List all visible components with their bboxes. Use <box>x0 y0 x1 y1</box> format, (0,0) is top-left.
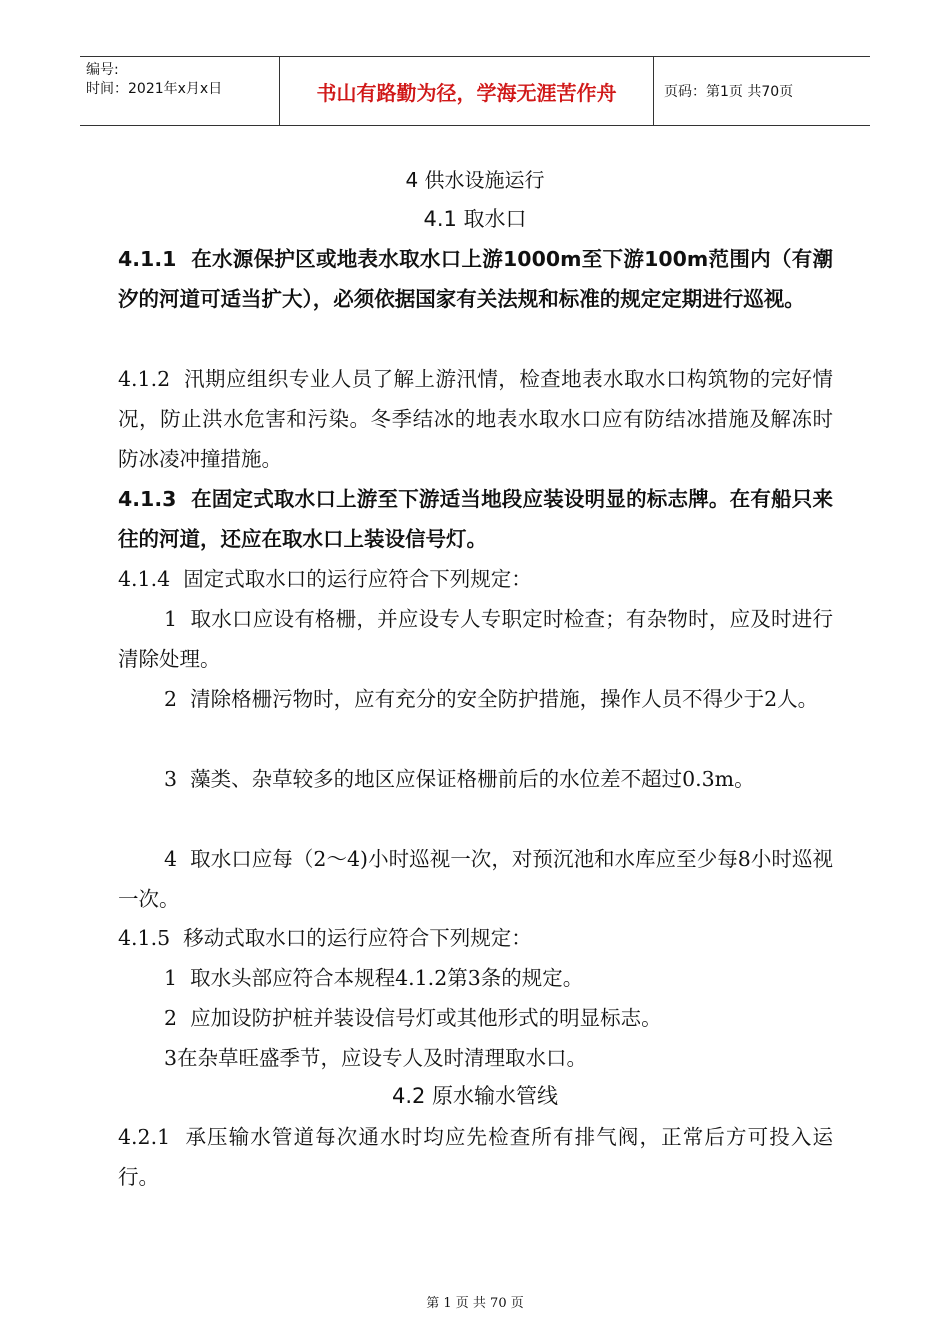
para-4-2-1: 4.2.1 承压输水管道每次通水时均应先检查所有排气阀，正常后方可投入运行。 <box>118 1125 833 1189</box>
number-label: 编号: <box>86 62 119 78</box>
time-label: 时间：2021年x月x日 <box>86 81 223 97</box>
para-4-1-4: 4.1.4 固定式取水口的运行应符合下列规定： <box>118 567 532 591</box>
para-4-1-5-item-1: 1 取水头部应符合本规程4.1.2第3条的规定。 <box>164 966 584 990</box>
subsection-title-2: 4.2 原水输水管线 <box>391 1084 559 1108</box>
para-4-1-5-item-2: 2 应加设防护桩并装设信号灯或其他形式的明显标志。 <box>164 1006 662 1030</box>
para-4-1-4-item-3: 3 藻类、杂草较多的地区应保证格栅前后的水位差不超过0.3m。 <box>164 767 755 791</box>
page-label: 页码：第1页 共70页 <box>664 84 794 100</box>
header-table <box>80 56 870 126</box>
para-4-1-5: 4.1.5 移动式取水口的运行应符合下列规定： <box>118 926 532 950</box>
para-4-1-2: 4.1.2 汛期应组织专业人员了解上游汛情，检查地表水取水口构筑物的完好情况，防止洪水危害和污染。冬季结冰的地表水取水口应有防结冰措施及解冻时防冰凌冲撞措施。 <box>118 367 833 471</box>
para-4-1-3: 4.1.3 在固定式取水口上游至下游适当地段应装设明显的标志牌。在有船只来往的河道，还应在取水口上装设信号灯。 <box>118 487 833 551</box>
para-4-1-5-item-3: 3在杂草旺盛季节，应设专人及时清理取水口。 <box>164 1046 588 1070</box>
page-footer: 第 1 页 共 70 页 <box>426 1296 524 1311</box>
para-4-1-4-item-1: 1 取水口应设有格栅，并应设专人专职定时检查；有杂物时，应及时进行清除处理。 <box>118 607 833 671</box>
subsection-title-1: 4.1 取水口 <box>423 207 527 231</box>
para-4-1-1: 4.1.1 在水源保护区或地表水取水口上游1000m至下游100m范围内（有潮汐的河道可适当扩大），必须依据国家有关法规和标准的规定定期进行巡视。 <box>118 247 833 311</box>
motto: 书山有路勤为径，学海无涯苦作舟 <box>280 57 654 125</box>
section-title: 4 供水设施运行 <box>405 168 545 192</box>
header-meta <box>80 57 280 125</box>
para-4-1-4-item-2: 2 清除格栅污物时，应有充分的安全防护措施，操作人员不得少于2人。 <box>164 687 819 711</box>
para-4-1-4-item-4: 4 取水口应每（2～4)小时巡视一次，对预沉池和水库应至少每8小时巡视一次。 <box>118 847 833 911</box>
